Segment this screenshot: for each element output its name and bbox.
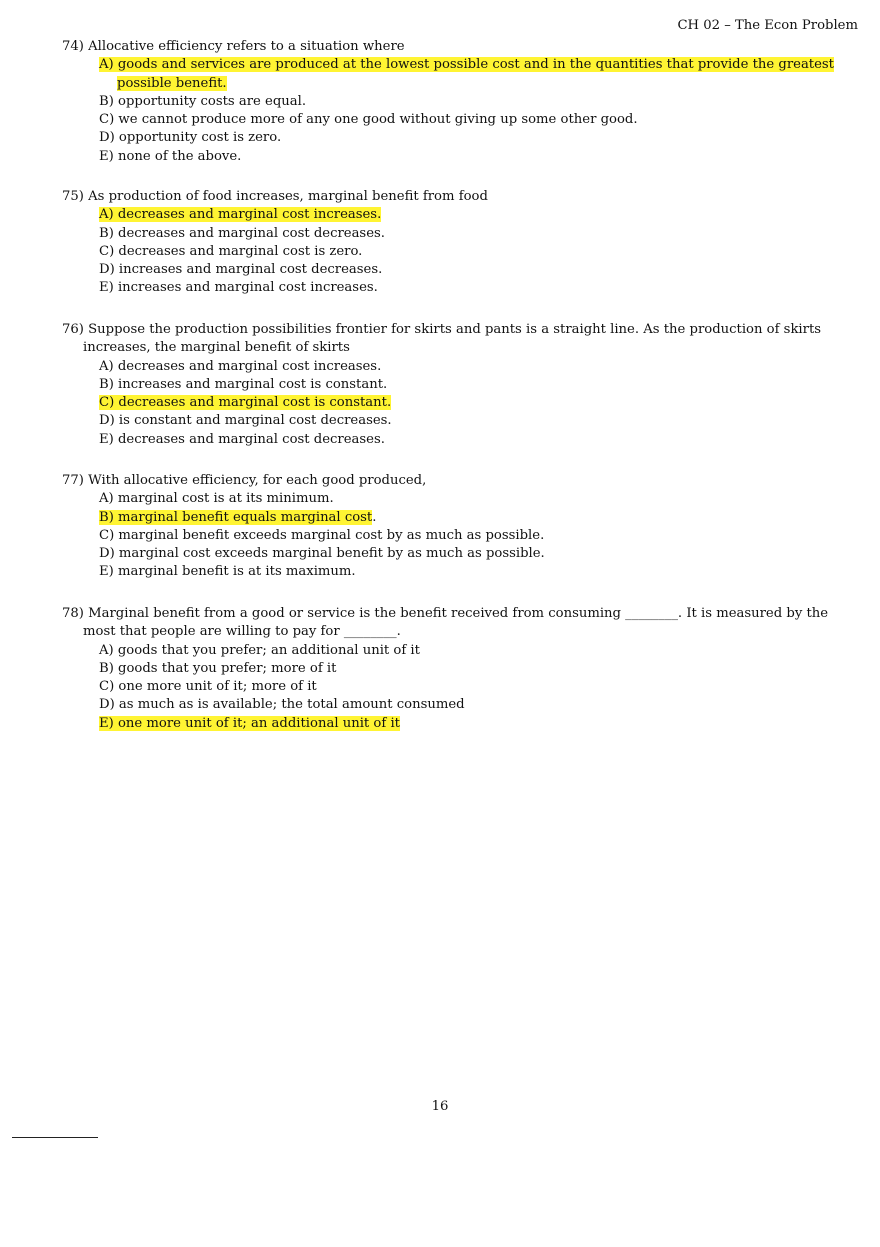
choice-a: A) goods that you prefer; an additional unit of it [99, 642, 420, 658]
choice-list [99, 206, 834, 297]
choice-d: D) as much as is available; the total amount consumed [99, 697, 465, 713]
choice-b: B) decreases and marginal cost decreases. [99, 225, 385, 241]
choice-a: A) marginal cost is at its minimum. [99, 491, 334, 507]
choice-b: B) opportunity costs are equal. [99, 93, 307, 109]
choice-e [99, 715, 834, 733]
choice-list [99, 642, 834, 733]
choice-list [99, 490, 834, 581]
choice-a: A) decreases and marginal cost increases. [99, 358, 382, 374]
choice-c: C) decreases and marginal cost is zero. [99, 243, 363, 259]
choice-c: C) we cannot produce more of any one good without giving up some other good. [99, 112, 638, 128]
question-stem: 77) With allocative efficiency, for each good produced, [62, 473, 427, 488]
question-75 [62, 188, 834, 298]
choice-d: D) marginal cost exceeds marginal benefit by as much as possible. [99, 546, 545, 562]
highlighted-answer: E) one more unit of it; an additional unit of it [99, 715, 400, 731]
question-74 [62, 38, 834, 166]
choice-d: D) opportunity cost is zero. [99, 130, 282, 146]
choice-d: D) is constant and marginal cost decreases. [99, 413, 392, 429]
question-76 [62, 321, 834, 449]
choice-c: C) marginal benefit exceeds marginal cost by as much as possible. [99, 527, 545, 543]
question-stem: 75) As production of food increases, marginal benefit from food [62, 189, 488, 204]
highlighted-answer: B) marginal benefit equals marginal cost [99, 509, 373, 525]
choice-e: E) none of the above. [99, 148, 242, 164]
footnote-rule [12, 1137, 98, 1138]
choice-a [99, 206, 834, 224]
page-number: 16 [431, 1099, 449, 1114]
highlighted-answer: A) goods and services are produced at the lowest possible cost and in the quantities that provide the greatest possible benefit. [99, 57, 834, 91]
choice-suffix: . [372, 509, 377, 525]
choice-list [99, 56, 834, 166]
highlighted-answer: C) decreases and marginal cost is constant. [99, 395, 392, 411]
choice-b: B) goods that you prefer; more of it [99, 660, 337, 676]
question-stem: 76) Suppose the production possibilities frontier for skirts and pants is a straight line. As the production of skirts increases, the marginal benefit of skirts [62, 322, 822, 356]
question-78 [62, 605, 834, 733]
choice-c: C) one more unit of it; more of it [99, 679, 317, 695]
choice-b: B) increases and marginal cost is constant. [99, 376, 388, 392]
choice-e: E) marginal benefit is at its maximum. [99, 564, 356, 580]
question-stem: 78) Marginal benefit from a good or service is the benefit received from consuming ________. It is measured by the most that people are willing to pay for ________. [62, 606, 829, 640]
choice-list [99, 358, 834, 449]
highlighted-answer: A) decreases and marginal cost increases. [99, 207, 382, 223]
question-stem: 74) Allocative efficiency refers to a situation where [62, 39, 405, 54]
choice-a [99, 56, 834, 93]
question-77 [62, 472, 834, 582]
choice-e: E) increases and marginal cost increases. [99, 280, 378, 296]
choice-e: E) decreases and marginal cost decreases. [99, 431, 385, 447]
running-header: CH 02 – The Econ Problem [677, 18, 858, 33]
choice-b [99, 509, 834, 527]
choice-d: D) increases and marginal cost decreases. [99, 262, 383, 278]
choice-c [99, 394, 834, 412]
